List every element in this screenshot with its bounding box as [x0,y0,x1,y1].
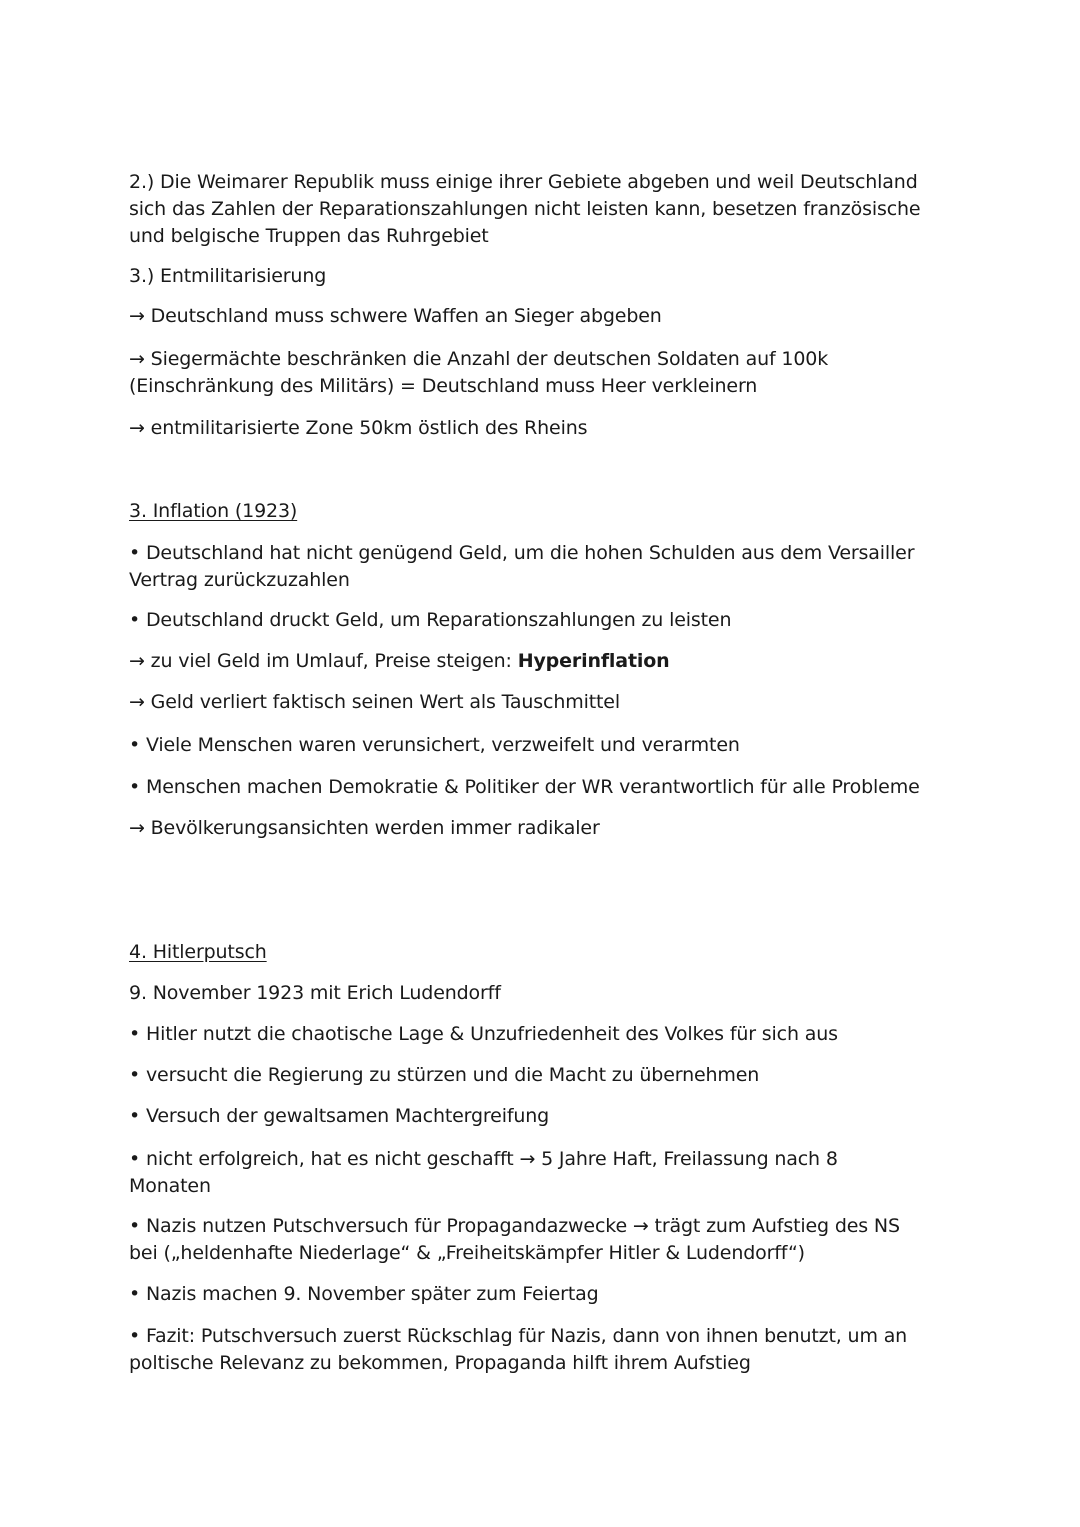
list-item [129,648,959,675]
text-line: • Deutschland hat nicht genügend Geld, um die hohen Schulden aus dem Versailler [129,542,915,564]
list-item: → Bevölkerungsansichten werden immer radikaler [129,817,600,839]
text-line: • Fazit: Putschversuch zuerst Rückschlag für Nazis, dann von ihnen benutzt, um an [129,1325,908,1347]
list-item [129,1323,959,1377]
list-item: • Hitler nutzt die chaotische Lage & Unzufriedenheit des Volkes für sich aus [129,1023,838,1045]
list-item [129,1213,959,1267]
paragraph-territory-loss [129,169,959,250]
date-line: 9. November 1923 mit Erich Ludendorff [129,982,501,1004]
list-item: → entmilitarisierte Zone 50km östlich des Rheins [129,417,588,439]
text-line: Monaten [129,1175,211,1197]
subheading-demilitarization: 3.) Entmilitarisierung [129,265,327,287]
text-line: (Einschränkung des Militärs) = Deutschland muss Heer verkleinern [129,375,758,397]
text-line: → Siegermächte beschränken die Anzahl der deutschen Soldaten auf 100k [129,348,829,370]
list-item [129,1146,959,1200]
list-item: • Deutschland druckt Geld, um Reparationszahlungen zu leisten [129,609,732,631]
text-line: • Nazis nutzen Putschversuch für Propagandazwecke → trägt zum Aufstieg des NS [129,1215,900,1237]
text-line: sich das Zahlen der Reparationszahlungen nicht leisten kann, besetzen französische [129,198,921,220]
text-line: poltische Relevanz zu bekommen, Propaganda hilft ihrem Aufstieg [129,1352,751,1374]
section-heading-inflation: 3. Inflation (1923) [129,500,298,522]
list-item [129,540,959,594]
text-line: • nicht erfolgreich, hat es nicht geschafft → 5 Jahre Haft, Freilassung nach 8 [129,1148,838,1170]
text-line: bei („heldenhafte Niederlage“ & „Freiheitskämpfer Hitler & Ludendorff“) [129,1242,805,1264]
list-item [129,346,959,400]
list-item: • Viele Menschen waren verunsichert, verzweifelt und verarmten [129,734,740,756]
text-prefix: → zu viel Geld im Umlauf, Preise steigen: [129,650,518,672]
text-line: 2.) Die Weimarer Republik muss einige ihrer Gebiete abgeben und weil Deutschland [129,171,918,193]
list-item: → Geld verliert faktisch seinen Wert als Tauschmittel [129,691,620,713]
list-item: • versucht die Regierung zu stürzen und die Macht zu übernehmen [129,1064,760,1086]
bold-term-hyperinflation: Hyperinflation [517,650,670,672]
list-item: → Deutschland muss schwere Waffen an Sieger abgeben [129,305,662,327]
list-item: • Versuch der gewaltsamen Machtergreifung [129,1105,550,1127]
text-line: und belgische Truppen das Ruhrgebiet [129,225,489,247]
list-item: • Menschen machen Demokratie & Politiker der WR verantwortlich für alle Probleme [129,776,920,798]
list-item: • Nazis machen 9. November später zum Feiertag [129,1283,599,1305]
section-heading-hitlerputsch: 4. Hitlerputsch [129,941,267,963]
text-line: Vertrag zurückzuzahlen [129,569,350,591]
